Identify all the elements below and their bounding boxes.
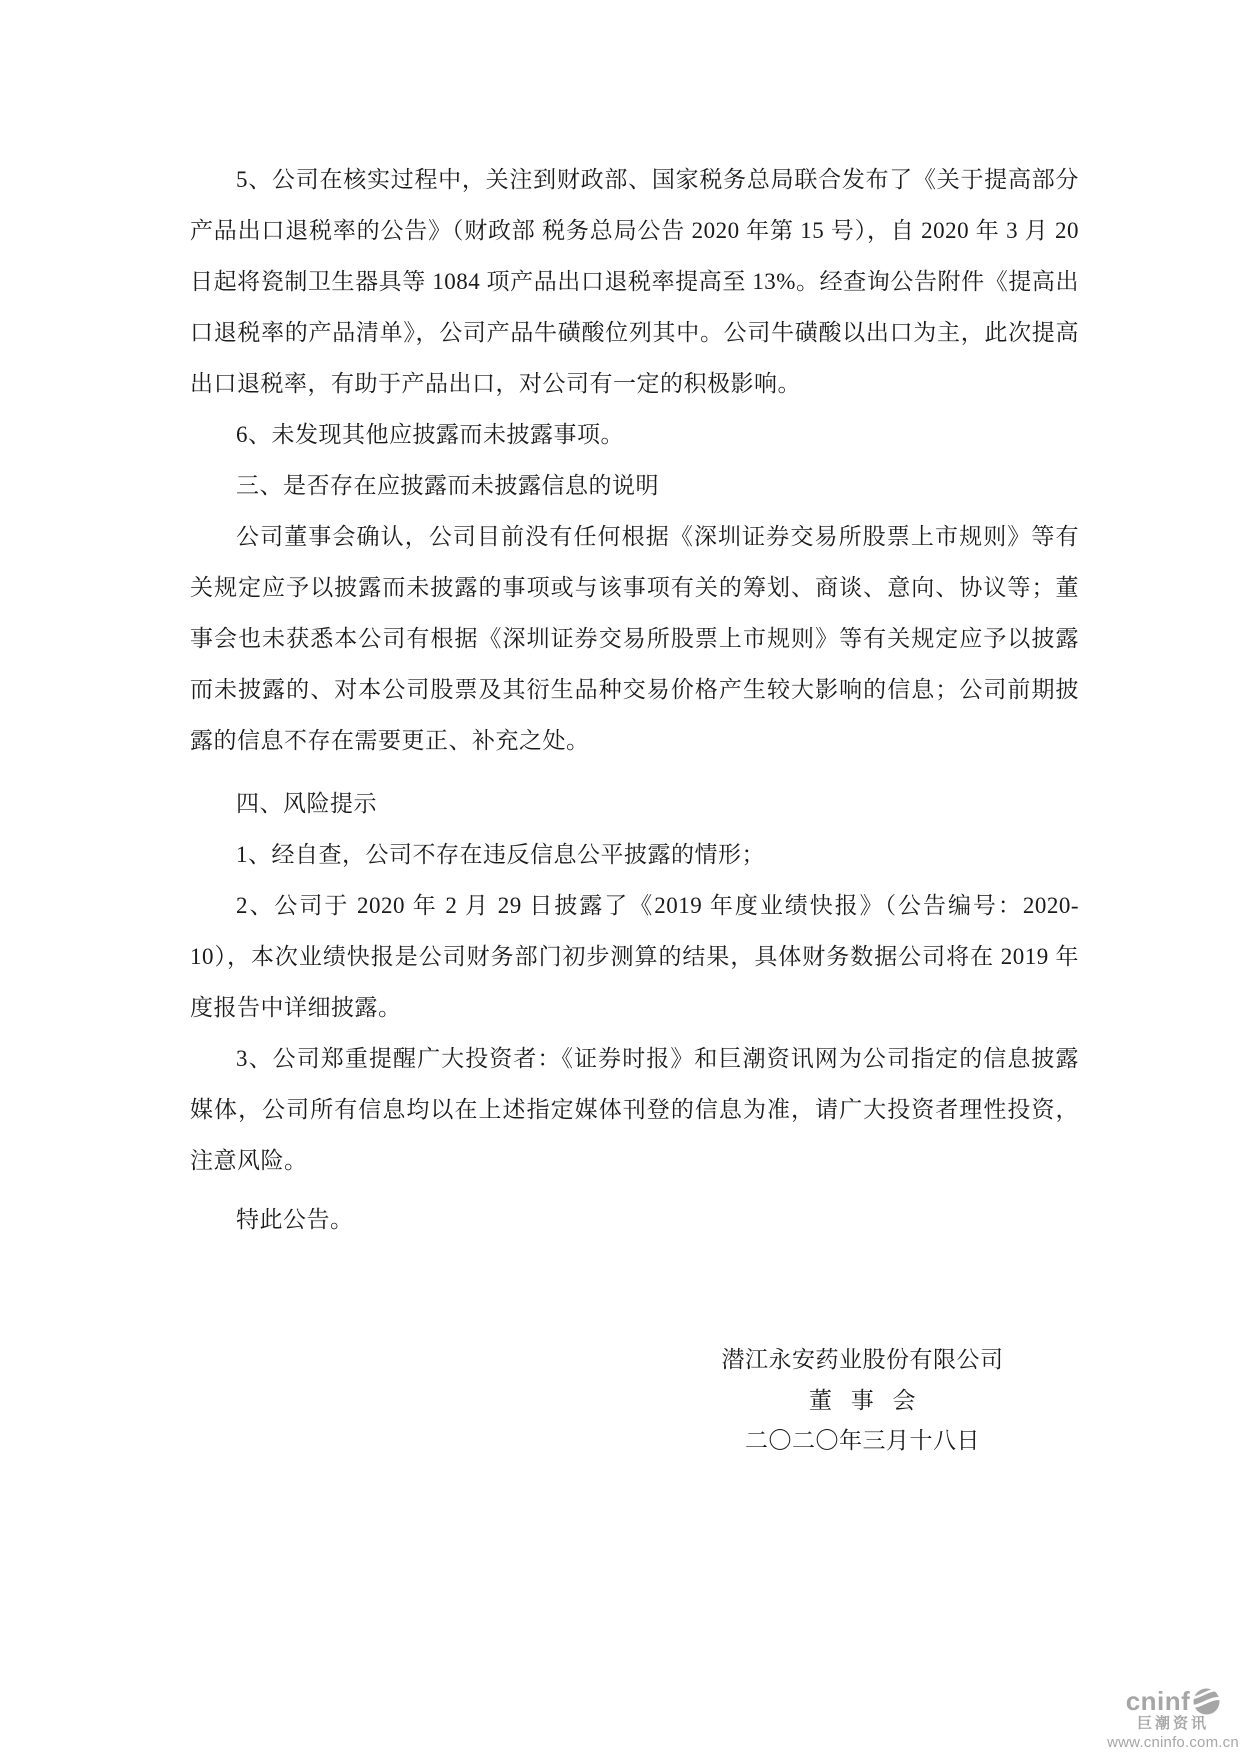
cninfo-logo-row (1126, 1687, 1221, 1715)
section-heading-risk-notice: 四、风险提示 (236, 791, 377, 816)
signature-board-of-directors: 董 事 会 (809, 1387, 916, 1413)
paragraph-tax-rebate-notice: 5、公司在核实过程中，关注到财政部、国家税务总局联合发布了《关于提高部分产品出口退税率的公告》（财政部 税务总局公告 2020 年第 15 号），自 2020 年 3 月 20 日起将瓷制卫生器具等 1084 项产品出口退税率提高至 13%。经查询公告附件《提高出口退税率的产品清单》，公司产品牛磺酸位列其中。公司牛磺酸以出口为主，此次提高出口退税率，有助于产品出口，对公司有一定的积极影响。 (190, 167, 1079, 396)
document-body (190, 154, 1079, 1245)
signature-date: 二〇二〇年三月十八日 (745, 1428, 980, 1453)
cninfo-site-name: 巨潮资讯 (1136, 1715, 1209, 1732)
paragraph-no-other-undisclosed: 6、未发现其他应披露而未披露事项。 (236, 422, 624, 447)
paragraph-risk-item-2: 2、公司于 2020 年 2 月 29 日披露了《2019 年度业绩快报》（公告编号：2020-10），本次业绩快报是公司财务部门初步测算的结果，具体财务数据公司将在 2019 年度报告中详细披露。 (190, 893, 1079, 1020)
cninfo-wordmark: cninf (1125, 1686, 1191, 1716)
globe-icon (1193, 1688, 1220, 1715)
signature-company-name: 潜江永安药业股份有限公司 (721, 1347, 1004, 1372)
paragraph-risk-item-1: 1、经自查，公司不存在违反信息公平披露的情形； (236, 842, 765, 867)
closing-statement: 特此公告。 (236, 1207, 354, 1232)
section-heading-undisclosed-info: 三、是否存在应披露而未披露信息的说明 (236, 473, 659, 498)
cninfo-logo (1106, 1687, 1240, 1750)
paragraph-board-confirmation: 公司董事会确认，公司目前没有任何根据《深圳证券交易所股票上市规则》等有关规定应予以披露而未披露的事项或与该事项有关的筹划、商谈、意向、协议等；董事会也未获悉本公司有根据《深圳证券交易所股票上市规则》等有关规定应予以披露而未披露的、对本公司股票及其衍生品种交易价格产生较大影响的信息；公司前期披露的信息不存在需要更正、补充之处。 (190, 524, 1079, 753)
paragraph-risk-item-3: 3、公司郑重提醒广大投资者：《证券时报》和巨潮资讯网为公司指定的信息披露媒体，公司所有信息均以在上述指定媒体刊登的信息为准，请广大投资者理性投资，注意风险。 (190, 1046, 1079, 1173)
cninfo-url: www.cninfo.com.cn (1107, 1734, 1239, 1751)
signature-block (640, 1340, 1085, 1462)
